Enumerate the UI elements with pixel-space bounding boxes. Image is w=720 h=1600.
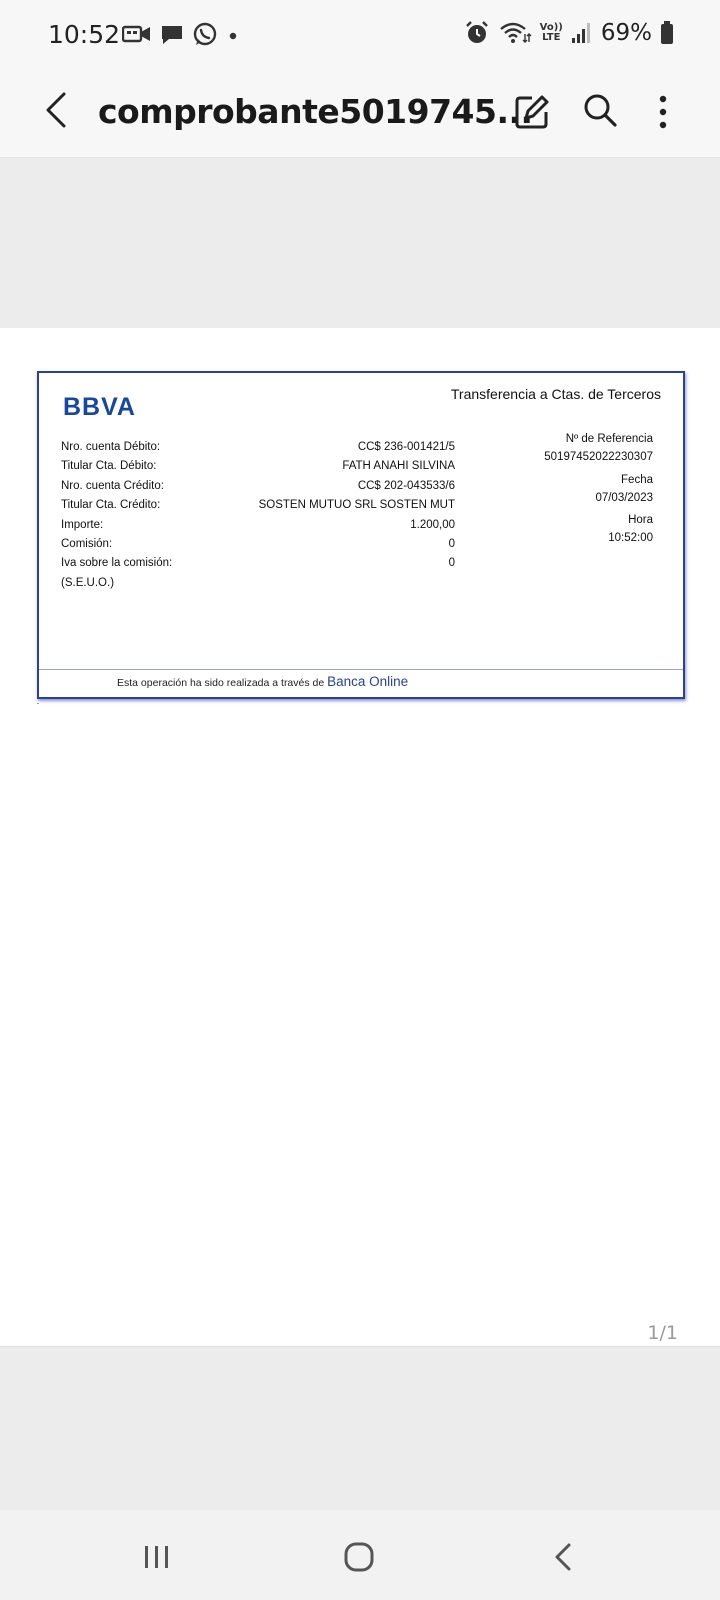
label-amount: Importe: — [61, 518, 104, 531]
value-commission: 0 — [448, 537, 455, 550]
recent-apps-icon[interactable] — [143, 1544, 171, 1570]
label-commission-vat: Iva sobre la comisión: — [61, 557, 173, 570]
receipt-title: Transferencia a Ctas. de Terceros — [450, 386, 661, 402]
edit-icon[interactable] — [512, 92, 552, 132]
footer-banca-online: Banca Online — [327, 674, 409, 689]
time-label: Hora — [628, 514, 653, 526]
whatsapp-icon — [192, 22, 218, 48]
reference-value: 50197452022230307 — [544, 451, 653, 463]
nav-back-icon[interactable] — [552, 1542, 574, 1572]
battery-icon — [660, 20, 674, 46]
date-label: Fecha — [621, 474, 653, 486]
document-title: comprobante5019745... — [98, 92, 533, 131]
viewer-background-bottom — [0, 1346, 720, 1510]
wifi-icon — [498, 20, 532, 46]
label-credit-account: Nro. cuenta Crédito: — [61, 479, 164, 492]
value-debit-holder: FATH ANAHI SILVINA — [342, 460, 455, 473]
receipt-labels — [61, 438, 172, 593]
back-icon[interactable] — [38, 90, 78, 130]
notification-icons — [122, 22, 240, 48]
label-debit-account: Nro. cuenta Débito: — [61, 441, 161, 453]
system-icons — [464, 20, 674, 46]
battery-percentage: 69% — [600, 20, 652, 46]
receipt-values — [259, 438, 455, 574]
label-seuo: (S.E.U.O.) — [61, 576, 115, 589]
app-bar — [0, 72, 720, 158]
date-value: 07/03/2023 — [595, 492, 653, 504]
alarm-icon — [464, 20, 490, 46]
bbva-logo: BBVA — [63, 393, 136, 421]
video-call-icon — [122, 24, 152, 46]
receipt-footer — [117, 674, 408, 689]
more-options-icon[interactable] — [648, 92, 678, 132]
viewer-background — [0, 158, 720, 328]
label-debit-holder: Titular Cta. Débito: — [61, 460, 157, 473]
signal-icon — [571, 21, 593, 45]
status-time: 10:52 — [48, 20, 121, 49]
value-credit-account: CC$ 202-043533/6 — [357, 479, 455, 492]
page-indicator: 1/1 — [647, 1322, 678, 1344]
more-notifications-dot-icon — [226, 24, 240, 46]
reference-label: Nº de Referencia — [565, 433, 653, 445]
label-commission: Comisión: — [61, 537, 113, 550]
volte-indicator: Vo)) LTE — [539, 22, 563, 43]
footer-divider — [39, 669, 683, 670]
home-icon[interactable] — [344, 1542, 374, 1572]
value-credit-holder: SOSTEN MUTUO SRL SOSTEN MUT — [258, 499, 455, 512]
value-amount: 1.200,00 — [410, 518, 455, 531]
time-value: 10:52:00 — [608, 532, 653, 544]
search-icon[interactable] — [580, 90, 620, 130]
status-bar — [0, 0, 720, 72]
message-icon — [160, 24, 184, 46]
navigation-bar — [0, 1510, 720, 1600]
label-credit-holder: Titular Cta. Crédito: — [61, 499, 161, 512]
transfer-receipt — [37, 371, 685, 699]
value-debit-account: CC$ 236-001421/5 — [357, 441, 455, 453]
page-mark — [37, 703, 39, 704]
footer-text: Esta operación ha sido realizada a través de — [117, 677, 325, 689]
value-commission-vat: 0 — [448, 557, 455, 570]
